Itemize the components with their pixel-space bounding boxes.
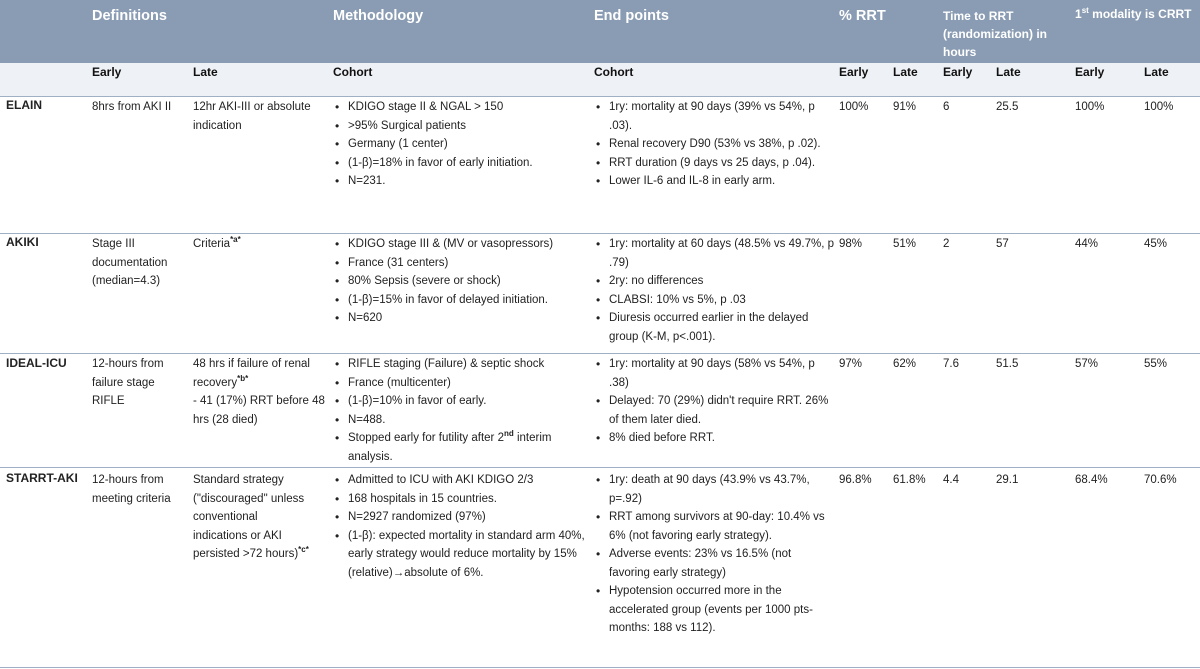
list-item: • RIFLE staging (Failure) & septic shock	[333, 355, 583, 374]
list-item: • CLABSI: 10% vs 5%, p .03	[594, 291, 834, 310]
late-definition-text: Standard strategy ("discouraged" unless conventional indications or AKI persisted >72 hours)	[193, 474, 305, 560]
modality-early-value: 100%	[1075, 101, 1105, 113]
early-definition: 12-hours from failure stage RIFLE	[92, 358, 164, 407]
list-item: • (1-β): expected mortality in standard arm 40%, early strategy would reduce mortality by 15% (relative)→absolute of 6%.	[333, 527, 588, 583]
early-definition: 8hrs from AKI II	[92, 101, 172, 113]
list-item: • (1-β)=10% in favor of early.	[333, 392, 583, 411]
list-item: • N=231.	[333, 172, 583, 191]
late-definition	[193, 235, 323, 254]
rrt-late-value: 51%	[893, 238, 917, 250]
list-item: • 2ry: no differences	[594, 272, 834, 291]
row-separator	[0, 667, 1200, 668]
list-item: • RRT among survivors at 90-day: 10.4% vs 6% (not favoring early strategy).	[594, 508, 834, 545]
modality-early-value: 68.4%	[1075, 474, 1108, 486]
list-item: • 8% died before RRT.	[594, 429, 834, 448]
rrt-early-value: 100%	[839, 101, 869, 113]
subheader-mod-early: Early	[1075, 65, 1105, 79]
rrt-late-value: 62%	[893, 358, 917, 370]
list-item: • 80% Sepsis (severe or shock)	[333, 272, 583, 291]
row-separator	[0, 233, 1200, 234]
header-methodology: Methodology	[333, 8, 424, 24]
time-early-value: 6	[943, 101, 950, 113]
list-item: • 1ry: mortality at 60 days (48.5% vs 49.7%, p .79)	[594, 235, 834, 272]
header-first-modality-sup: st	[1081, 6, 1089, 15]
header-first-modality	[1075, 5, 1200, 23]
list-item: • >95% Surgical patients	[333, 117, 583, 136]
list-item: • Admitted to ICU with AKI KDIGO 2/3	[333, 471, 588, 490]
rrt-early-value: 98%	[839, 238, 863, 250]
late-definition-text: Criteria	[193, 238, 231, 250]
time-late-value: 51.5	[996, 358, 1019, 370]
late-definition	[193, 355, 325, 429]
list-item: • France (31 centers)	[333, 254, 583, 273]
time-early-value: 2	[943, 238, 950, 250]
time-early-value: 7.6	[943, 358, 959, 370]
methodology-list	[333, 355, 583, 466]
header-time-to-rrt: Time to RRT (randomization) in hours	[943, 9, 1047, 59]
time-early-value: 4.4	[943, 474, 959, 486]
subheader-late-def: Late	[193, 65, 218, 79]
list-item-prefix: Stopped early for futility after 2	[348, 432, 504, 444]
list-item: • 1ry: mortality at 90 days (39% vs 54%, p .03).	[594, 98, 834, 135]
list-item: • 1ry: death at 90 days (43.9% vs 43.7%, p=.92)	[594, 471, 834, 508]
time-late-value: 57	[996, 238, 1009, 250]
ordinal-sup: nd	[503, 429, 514, 439]
list-item: • Delayed: 70 (29%) didn't require RRT. 26% of them later died.	[594, 392, 834, 429]
rrt-early-value: 97%	[839, 358, 863, 370]
trial-name: IDEAL-ICU	[6, 356, 67, 370]
header-definitions: Definitions	[92, 8, 167, 24]
footnote-marker: *a*	[230, 235, 241, 245]
time-late-value: 29.1	[996, 474, 1019, 486]
rrt-early-value: 96.8%	[839, 474, 872, 486]
list-item-suffix: interim analysis.	[348, 432, 552, 463]
list-item: • Diuresis occurred earlier in the delayed group (K-M, p<.001).	[594, 309, 834, 346]
list-item: • N=620	[333, 309, 583, 328]
subheader-early-def: Early	[92, 65, 122, 79]
end-points-list	[594, 355, 834, 448]
footnote-marker: *c*	[298, 545, 309, 555]
list-item: • France (multicenter)	[333, 374, 583, 393]
list-item: • N=488.	[333, 411, 583, 430]
list-item: • KDIGO stage II & NGAL > 150	[333, 98, 583, 117]
list-item: • Adverse events: 23% vs 16.5% (not favoring early strategy)	[594, 545, 834, 582]
modality-late-value: 45%	[1144, 238, 1168, 250]
header-pct-rrt: % RRT	[839, 8, 886, 24]
rrt-late-value: 91%	[893, 101, 917, 113]
list-item: • Renal recovery D90 (53% vs 38%, p .02).	[594, 135, 834, 154]
subheader-rrt-late: Late	[893, 65, 918, 79]
list-item: • N=2927 randomized (97%)	[333, 508, 588, 527]
modality-late-value: 55%	[1144, 358, 1168, 370]
footnote-marker: *b*	[237, 373, 249, 383]
end-points-list	[594, 471, 834, 638]
list-item: • Lower IL-6 and IL-8 in early arm.	[594, 172, 834, 191]
trial-name: STARRT-AKI	[6, 471, 78, 485]
methodology-list	[333, 235, 583, 328]
trial-name: ELAIN	[6, 98, 42, 112]
late-definition-text: 48 hrs if failure of renal recovery	[193, 358, 310, 389]
end-points-list	[594, 98, 834, 191]
modality-late-value: 70.6%	[1144, 474, 1177, 486]
list-item: • RRT duration (9 days vs 25 days, p .04).	[594, 154, 834, 173]
header-first-modality-suffix: modality is CRRT	[1088, 7, 1192, 21]
time-late-value: 25.5	[996, 101, 1019, 113]
list-item	[333, 429, 583, 466]
methodology-list	[333, 98, 583, 191]
subheader-time-early: Early	[943, 65, 973, 79]
trial-name: AKIKI	[6, 235, 39, 249]
subheader-rrt-early: Early	[839, 65, 869, 79]
early-definition: 12-hours from meeting criteria	[92, 474, 171, 505]
list-item: • 1ry: mortality at 90 days (58% vs 54%, p .38)	[594, 355, 834, 392]
list-item: • Hypotension occurred more in the accelerated group (events per 1000 pts-months: 188 vs 112).	[594, 582, 834, 638]
subheader-cohort-end: Cohort	[594, 65, 634, 79]
row-separator	[0, 353, 1200, 354]
end-points-list	[594, 235, 834, 346]
list-item: • 168 hospitals in 15 countries.	[333, 490, 588, 509]
methodology-list	[333, 471, 588, 582]
late-definition	[193, 471, 315, 564]
list-item: • Germany (1 center)	[333, 135, 583, 154]
subheader-time-late: Late	[996, 65, 1021, 79]
modality-early-value: 44%	[1075, 238, 1099, 250]
row-separator	[0, 467, 1200, 468]
list-item: • (1-β)=18% in favor of early initiation.	[333, 154, 583, 173]
late-definition: 12hr AKI-III or absolute indication	[193, 101, 311, 132]
header-first-modality-prefix: 1	[1075, 7, 1082, 21]
modality-late-value: 100%	[1144, 101, 1174, 113]
modality-early-value: 57%	[1075, 358, 1099, 370]
list-item: • KDIGO stage III & (MV or vasopressors)	[333, 235, 583, 254]
header-end-points: End points	[594, 8, 669, 24]
subheader-cohort-method: Cohort	[333, 65, 373, 79]
list-item: • (1-β)=15% in favor of delayed initiation.	[333, 291, 583, 310]
early-definition: Stage III documentation (median=4.3)	[92, 238, 168, 287]
late-definition-note: - 41 (17%) RRT before 48 hrs (28 died)	[193, 395, 325, 426]
rrt-late-value: 61.8%	[893, 474, 926, 486]
subheader-mod-late: Late	[1144, 65, 1169, 79]
